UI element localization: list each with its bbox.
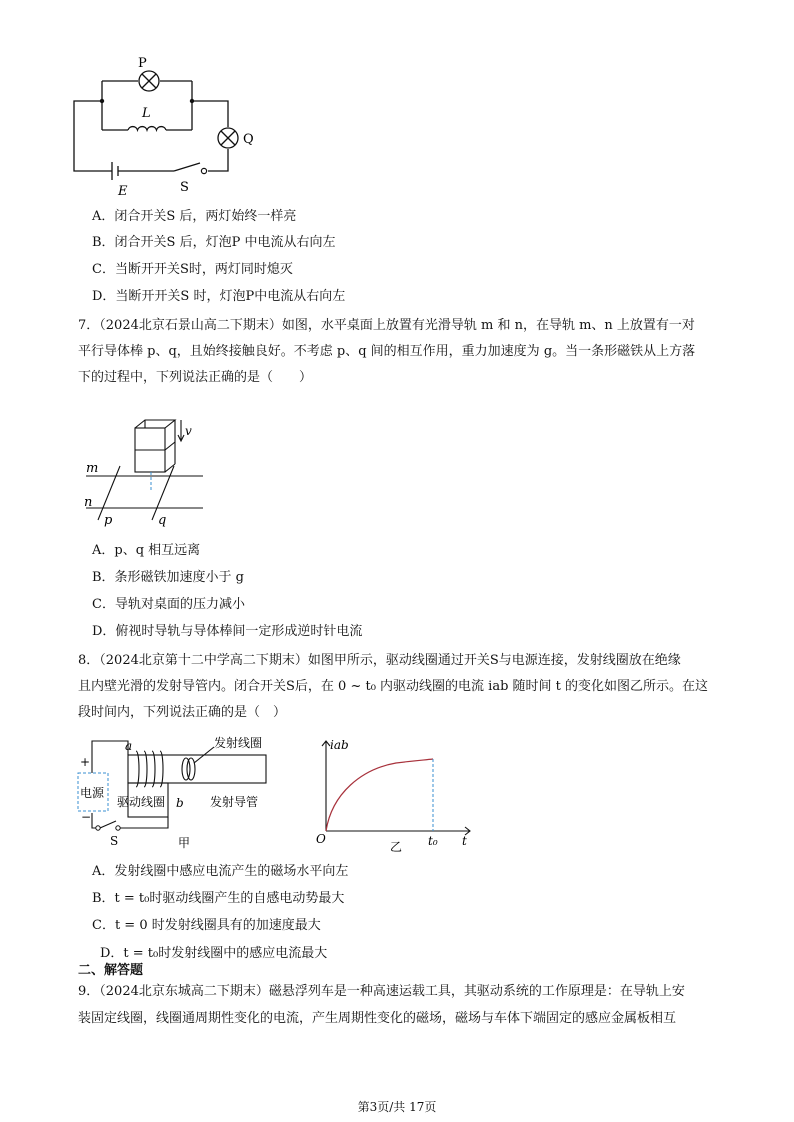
minus-terminal-label: −	[81, 810, 92, 824]
q8-stem-line1: 8．（2024北京第十二中学高二下期末）如图甲所示，驱动线圈通过开关S与电源连接，发射线圈放在绝缘	[78, 653, 681, 668]
lamp-q-label: Q	[243, 132, 254, 147]
q7-option-a: A．p、q 相互远离	[92, 543, 201, 558]
q6-option-c: C．当断开开关S时，两灯同时熄灭	[92, 262, 293, 277]
current-curve	[326, 759, 433, 831]
figure-b-caption: 乙	[390, 840, 403, 854]
figure-a-caption: 甲	[178, 836, 191, 850]
velocity-label: v	[185, 424, 192, 438]
origin-label: O	[316, 832, 326, 846]
switch-label: S	[180, 180, 189, 195]
q8-stem-line3: 段时间内，下列说法正确的是（ ）	[78, 705, 287, 720]
q8-option-c: C．t = 0 时发射线圈具有的加速度最大	[92, 918, 321, 933]
q7-option-c: C．导轨对桌面的压力减小	[92, 597, 245, 612]
lamp-p-label: P	[138, 56, 147, 71]
rail-m-label: m	[86, 461, 99, 476]
q7-stem-line2: 平行导体棒 p、q，且始终接触良好。不考虑 p、q 间的相互作用，重力加速度为 g。当一条形磁铁从上方落	[78, 344, 696, 359]
battery-label: E	[118, 184, 128, 199]
q8-option-a: A．发射线圈中感应电流产生的磁场水平向左	[92, 864, 349, 879]
q8-option-d: D．t = t₀时发射线圈中的感应电流最大	[100, 946, 328, 961]
q7-option-b: B．条形磁铁加速度小于 g	[92, 570, 245, 585]
q9-stem-line1: 9．（2024北京东城高二下期末）磁悬浮列车是一种高速运载工具，其驱动系统的工作原理是：在导轨上安	[78, 984, 685, 999]
inductor-label: L	[142, 106, 151, 121]
switch-s-label: S	[110, 834, 119, 848]
q7-stem-line1: 7．（2024北京石景山高二下期末）如图，水平桌面上放置有光滑导轨 m 和 n，在导轨 m、n 上放置有一对	[78, 318, 695, 333]
t0-tick-label: t₀	[428, 834, 438, 848]
circuit-diagram-q6	[60, 55, 280, 205]
terminal-a-label: a	[125, 739, 133, 753]
q7-option-d: D．俯视时导轨与导体棒间一定形成逆时针电流	[92, 624, 363, 639]
x-axis-label: t	[462, 834, 467, 848]
rail-n-label: n	[84, 495, 93, 510]
rails-magnet-diagram-q7	[78, 400, 218, 530]
drive-coil-label: 驱动线圈	[117, 795, 166, 809]
y-axis-label: iab	[330, 738, 349, 752]
q6-option-b: B．闭合开关S 后，灯泡P 中电流从右向左	[92, 235, 336, 250]
q9-stem-line2: 装固定线圈，线圈通周期性变化的电流，产生周期性变化的磁场，磁场与车体下端固定的感应金属板相互	[78, 1011, 677, 1026]
rod-p-label: p	[104, 513, 113, 528]
page-footer: 第3页/共 17页	[357, 1100, 437, 1114]
rod-q-label: q	[158, 513, 167, 528]
terminal-b-label: b	[176, 796, 184, 810]
plus-terminal-label: +	[80, 755, 91, 769]
q7-stem-line3: 下的过程中，下列说法正确的是（ ）	[78, 370, 313, 385]
coil-launcher-diagram-q8	[70, 733, 290, 858]
q6-option-a: A．闭合开关S 后，两灯始终一样亮	[92, 209, 297, 224]
launch-tube-label: 发射导管	[210, 795, 259, 809]
q8-option-b: B．t = t₀时驱动线圈产生的自感电动势最大	[92, 891, 345, 906]
launch-coil-label: 发射线圈	[214, 736, 263, 750]
section-heading: 二、解答题	[78, 963, 144, 978]
q8-stem-line2: 且内壁光滑的发射导管内。闭合开关S后，在 0 ~ t₀ 内驱动线圈的电流 iab 随时间 t 的变化如图乙所示。在这	[78, 679, 709, 694]
current-time-graph-q8	[310, 735, 480, 855]
power-source-label: 电源	[80, 786, 105, 800]
q6-option-d: D．当断开开关S 时，灯泡P中电流从右向左	[92, 289, 346, 304]
